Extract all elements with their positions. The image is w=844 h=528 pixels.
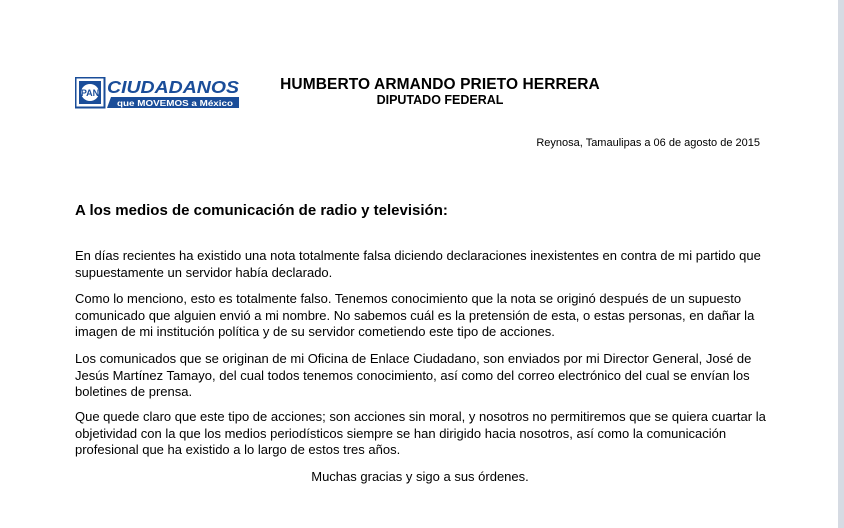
- closing-line: Muchas gracias y sigo a sus órdenes.: [311, 469, 529, 484]
- paragraph-3: Los comunicados que se originan de mi Oficina de Enlace Ciudadano, son enviados por mi Director General, José de Jesús Martínez Tamayo, del cual todos tenemos conocimiento, así como del correo electrónico del cual se envían los boletines de prensa.: [75, 351, 752, 399]
- logo-tagline-text: que MOVEMOS a México: [117, 98, 233, 108]
- logo-badge-text: PAN: [80, 88, 100, 98]
- page-edge: [838, 0, 844, 528]
- salutation: A los medios de comunicación de radio y televisión:: [75, 202, 448, 219]
- pan-ciudadanos-logo: [75, 77, 241, 110]
- paragraph-2: Como lo menciono, esto es totalmente falso. Tenemos conocimiento que la nota se originó después de un supuesto comunicado que alguien envió a mi nombre. No sabemos cuál es la pretensión de esta, o estas personas, en dañar la imagen de mi institución política y de su servidor cometiendo este tipo de acciones.: [75, 291, 755, 339]
- logo-graphic: [75, 77, 241, 110]
- date-line: Reynosa, Tamaulipas a 06 de agosto de 2015: [536, 137, 760, 149]
- paragraph-4: Que quede claro que este tipo de acciones; son acciones sin moral, y nosotros no permitiremos que se quiera cuartar la objetividad con la que los medios periodísticos siempre se han dirigido hacia nosotros, así como la comunicación profesional que ha existido a lo largo de estos tres años.: [75, 409, 766, 457]
- header-name: HUMBERTO ARMANDO PRIETO HERRERA: [280, 76, 600, 93]
- logo-brand-text: CIUDADANOS: [107, 77, 240, 97]
- paragraph-1: En días recientes ha existido una nota totalmente falsa diciendo declaraciones inexistentes en contra de mi partido que supuestamente un servidor había declarado.: [75, 248, 761, 280]
- header-role: DIPUTADO FEDERAL: [376, 93, 504, 107]
